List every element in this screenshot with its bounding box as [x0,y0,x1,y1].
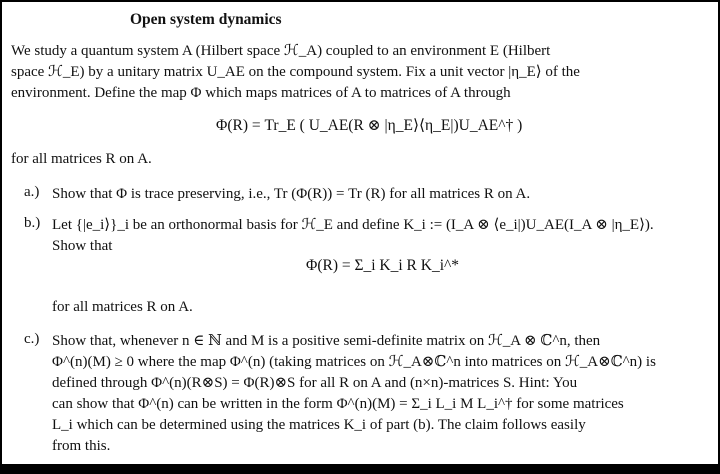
item-c-line-6: from this. [52,438,111,454]
item-b-label: b.) [24,215,41,231]
item-c-line-1: Show that, whenever n ∈ ℕ and M is a positive semi-definite matrix on ℋ_A ⊗ ℂ^n, then [52,333,601,349]
intro-line-2: space ℋ_E) by a unitary matrix U_AE on the compound system. Fix a unit vector |η_E⟩ of the [11,64,580,80]
item-b-text [52,215,704,257]
item-b-after: for all matrices R on A. [52,299,193,315]
item-a-text [52,184,702,205]
item-c-line-4: can show that Φ^(n) can be written in the form Φ^(n)(M) = Σ_i L_i M L_i^† for some matrices [52,396,624,412]
item-b-line-1: Let {|e_i⟩}_i be an orthonormal basis for ℋ_E and define K_i := (I_A ⊗ ⟨e_i|)U_AE(I_A ⊗ |η_E⟩). [52,217,654,233]
after-equation-text: for all matrices R on A. [11,151,152,167]
item-c-line-3: defined through Φ^(n)(R⊗S) = Φ(R)⊗S for all R on A and (n×n)-matrices S. Hint: You [52,375,578,391]
item-a-label: a.) [24,184,40,200]
intro-line-3: environment. Define the map Φ which maps matrices of A to matrices of A through [11,85,511,101]
intro-paragraph [11,41,709,104]
item-c-line-2: Φ^(n)(M) ≥ 0 where the map Φ^(n) (taking matrices on ℋ_A⊗ℂ^n into matrices on ℋ_A⊗ℂ^n) is [52,354,656,370]
document-page [2,2,718,464]
item-c-label: c.) [24,331,40,347]
intro-line-1: We study a quantum system A (Hilbert space ℋ_A) coupled to an environment E (Hilbert [11,43,551,59]
item-a-line-1: Show that Φ is trace preserving, i.e., Tr (Φ(R)) = Tr (R) for all matrices R on A. [52,186,531,202]
main-equation: Φ(R) = Tr_E ( U_AE(R ⊗ |η_E⟩⟨η_E|)U_AE^† ) [216,117,523,134]
section-title: Open system dynamics [130,11,282,28]
item-b-line-2: Show that [52,238,113,254]
item-c-line-5: L_i which can be determined using the matrices K_i of part (b). The claim follows easily [52,417,586,433]
item-c-text [52,331,704,457]
item-b-equation: Φ(R) = Σ_i K_i R K_i^* [306,257,460,274]
